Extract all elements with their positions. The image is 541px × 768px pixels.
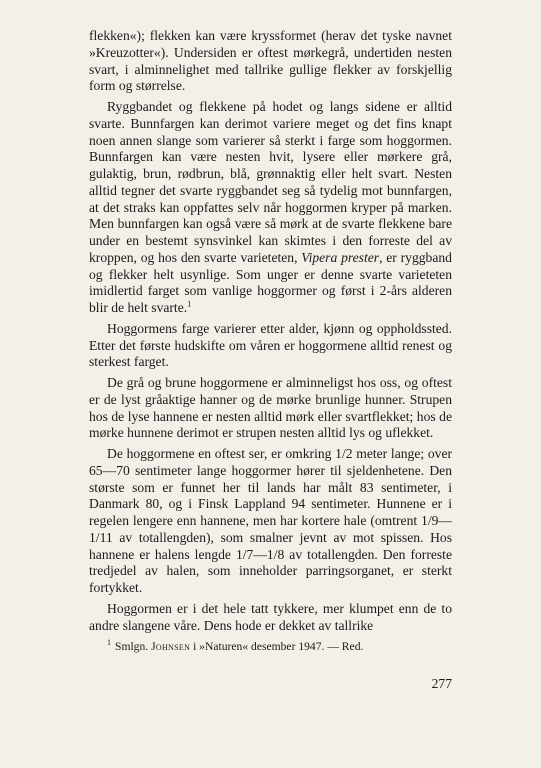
footnote-source: i »Naturen« desember 1947. — Red. [193, 640, 364, 653]
paragraph [89, 375, 452, 442]
text-run: Hoggormen er i det hele tatt tykkere, mer klumpet enn de to andre slangene våre. Dens hode er dekket av tallrike [89, 600, 452, 633]
body-text [89, 28, 452, 634]
paragraph [89, 99, 452, 317]
text-run: flekken«); flekken kan være kryssformet (herav det tyske navnet »Kreuzotter«). Undersiden er oftest mørkegrå, undertiden nesten svart, i alminnelighet med tallrike gullige flekker av forskjellig form og størrelse. [89, 28, 452, 94]
text-run: , er ryggband og flekker helt usynlige. Som unger er denne svarte varieteten imidlertid farget som vanlige hoggormer og først i 2-års alderen blir de helt svarte. [89, 249, 452, 315]
paragraph [89, 28, 452, 95]
footnote-prefix: Smlgn. [115, 640, 149, 653]
text-run: Hoggormens farge varierer etter alder, kjønn og oppholdssted. Etter det første hudskifte om våren er hoggormene alltid renest og sterkest farget. [89, 320, 452, 370]
footnote-number: 1 [107, 638, 111, 648]
footnote-marker: 1 [187, 298, 192, 309]
page-number: 277 [431, 676, 452, 691]
text-run: De hoggormene en oftest ser, er omkring 1/2 meter lange; over 65—70 sentimeter lange hoggormer hører til sjeldenhetene. Den største som er funnet her til lands har målt 83 sentimeter, i Danmark 80, og i Finsk Lappland 94 sentimeter. Hunnene er i regelen lengere enn hannene, men har kortere hale (omtrent 1/9—1/11 av totallengden), som smalner jevnt av mot spissen. Hos hannene er halens lengde 1/7—1/8 av totallengden. Den forreste tredjedel av halen, som inneholder parringsorganet, er sterkt fortykket. [89, 446, 452, 595]
paragraph [89, 321, 452, 371]
footnote-author: Johnsen [151, 640, 191, 653]
text-run: De grå og brune hoggormene er alminneligst hos oss, og oftest er de lyst gråaktige hanner og de mørke brunlige hunner. Strupen hos de lyse hannene er nesten alltid mørk eller svartflekket; hos de mørke hunnene derimot er strupen nesten alltid lys og uflekket. [89, 375, 452, 441]
paragraph [89, 601, 452, 635]
italic-term: Vipera prester [301, 249, 380, 265]
text-run: Ryggbandet og flekkene på hodet og langs sidene er alltid svarte. Bunnfargen kan derimot variere meget og det fins knapt noen annen slange som varierer så sterkt i farge som hoggormen. Bunnfargen kan være nesten hvit, lysere eller mørkere grå, gulaktig, brun, rødbrun, blå, grønnaktig eller helt svart. Nesten alltid tegner det svarte ryggbandet seg så tydelig mot bunnfargen, at det straks kan oppfattes selv når hoggormen kryper på marken. Men bunnfargen kan også være så mørk at de svarte flekkene bare under en bestemt synsvinkel kan skimtes i den forreste del av kroppen, og hos den svarte varieteten, [89, 99, 452, 265]
footnote [89, 640, 452, 654]
paragraph [89, 446, 452, 597]
